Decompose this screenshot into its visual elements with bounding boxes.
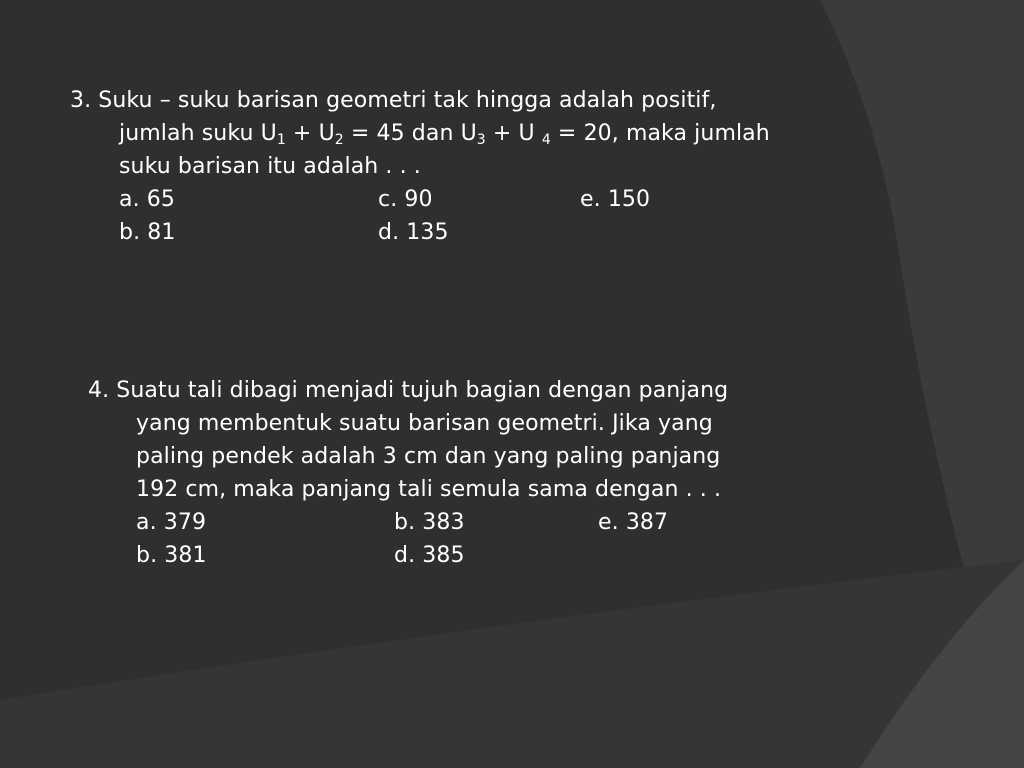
- question-4-line-1: 4. Suatu tali dibagi menjadi tujuh bagian dengan panjang: [88, 378, 729, 403]
- subscript-3: 3: [476, 132, 486, 148]
- question-4-line-4: 192 cm, maka panjang tali semula sama dengan . . .: [136, 477, 722, 502]
- question-3-options-row-2: [70, 216, 970, 249]
- option-b: b. 81: [119, 220, 176, 245]
- question-4-options-row-1: [88, 506, 968, 539]
- question-3-line-3: suku barisan itu adalah . . .: [119, 154, 421, 179]
- option-a: a. 379: [136, 510, 207, 535]
- q3-line2-text-c: = 45 dan U: [343, 121, 477, 146]
- question-3-line-1: 3. Suku – suku barisan geometri tak hingga adalah positif,: [70, 88, 717, 113]
- q3-line2-text-b: + U: [285, 121, 335, 146]
- q3-line2-text-a: jumlah suku U: [119, 121, 277, 146]
- option-d: d. 385: [394, 543, 465, 568]
- q3-line2-text-d: + U: [485, 121, 542, 146]
- subscript-2: 2: [334, 132, 344, 148]
- option-a: a. 65: [119, 187, 175, 212]
- option-e: e. 387: [598, 510, 669, 535]
- question-3-options-row-1: [70, 183, 970, 216]
- question-4: [88, 374, 968, 572]
- question-4-line-2: yang membentuk suatu barisan geometri. Jika yang: [136, 411, 713, 436]
- option-e: e. 150: [580, 187, 651, 212]
- q3-line2-text-e: = 20, maka jumlah: [550, 121, 770, 146]
- question-4-options-row-2: [88, 539, 968, 572]
- option-c: c. 90: [378, 187, 433, 212]
- option-b-first: b. 383: [394, 510, 465, 535]
- option-d: d. 135: [378, 220, 449, 245]
- option-b-second: b. 381: [136, 543, 207, 568]
- subscript-4: 4: [541, 132, 551, 148]
- question-4-line-3: paling pendek adalah 3 cm dan yang paling panjang: [136, 444, 721, 469]
- subscript-1: 1: [276, 132, 286, 148]
- question-3: [70, 84, 970, 249]
- question-3-line-2: [70, 117, 970, 150]
